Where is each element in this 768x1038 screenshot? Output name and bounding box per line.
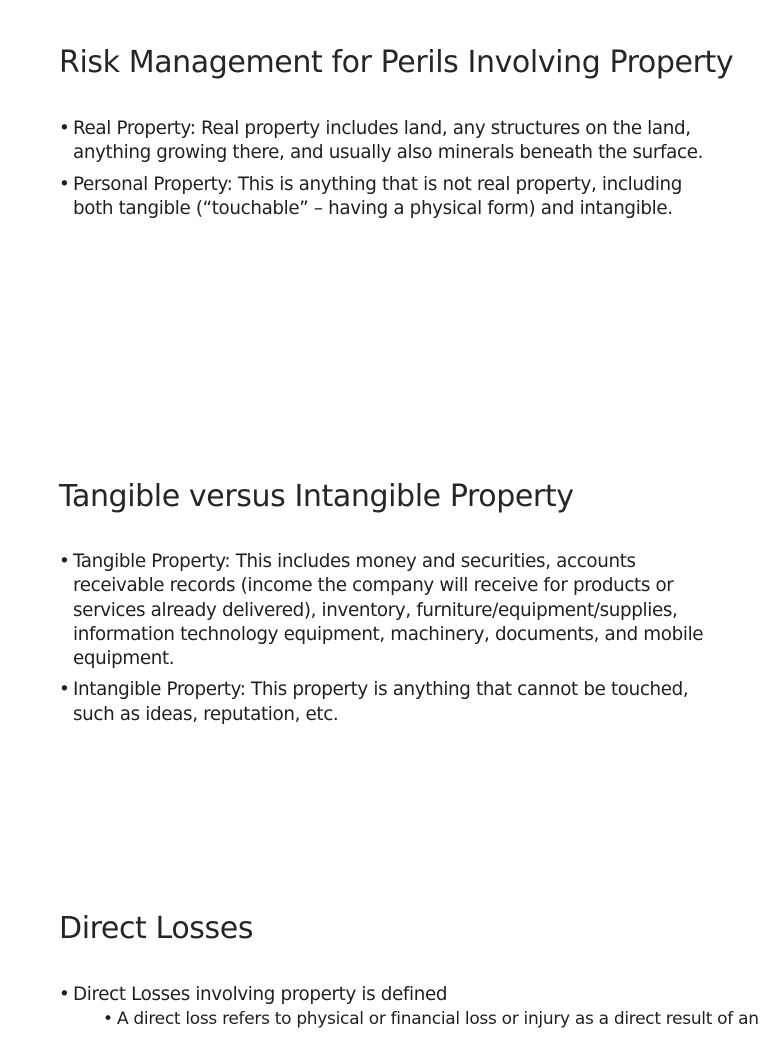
bullet-list [59,117,719,228]
slide-title: Risk Management for Perils Involving Property [59,45,734,80]
bullet-list [59,983,759,1038]
bullet-item-personal-property [59,173,719,222]
bullet-item-real-property [59,117,719,166]
bullet-icon: • [103,1009,113,1030]
slide-title: Direct Losses [59,911,254,946]
bullet-list [59,550,719,734]
sub-bullet-text: A direct loss refers to physical or financial loss or injury as a direct result of an [117,1009,759,1030]
bullet-text: Direct Losses involving property is defined [73,984,448,1005]
bullet-item-intangible-property [59,678,719,727]
sub-bullet-item [103,1007,759,1031]
bullet-icon: • [59,984,70,1005]
bullet-icon: • [59,679,70,701]
sub-bullet-list [73,1007,759,1031]
bullet-text: Intangible Property: This property is anything that cannot be touched, such as ideas, reputation, etc. [73,679,689,725]
bullet-icon: • [59,551,70,572]
bullet-text: Real Property: Real property includes land, any structures on the land, anything growing there, and usually also minerals beneath the surface. [73,118,704,164]
bullet-item-tangible-property [59,550,719,671]
slide-title: Tangible versus Intangible Property [59,479,574,514]
bullet-text: Tangible Property: This includes money and securities, accounts receivable records (income the company will receive for products or services already delivered), inventory, furniture/equipment/supplies, information technology equipment, machinery, documents, and mobile equipment. [73,551,704,670]
bullet-item-direct-losses [59,983,759,1031]
bullet-icon: • [59,173,70,195]
bullet-icon: • [59,118,70,139]
bullet-text: Personal Property: This is anything that is not real property, including both tangible (“touchable” – having a physical form) and intangible. [73,173,683,219]
